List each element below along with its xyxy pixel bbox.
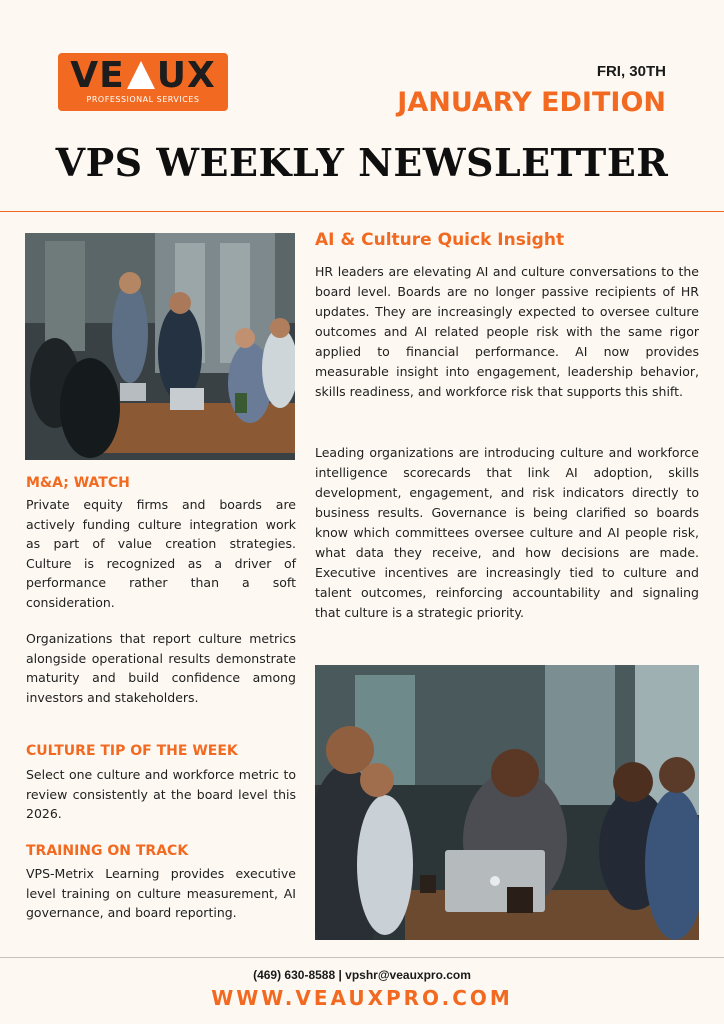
logo-text-left: VE — [70, 55, 125, 96]
company-logo — [58, 53, 228, 111]
office-meeting-photo — [25, 233, 295, 460]
ma-watch-heading: M&A; WATCH — [26, 475, 130, 491]
footer-contact: (469) 630-8588 | vpshr@veauxpro.com — [253, 968, 471, 982]
footer-divider — [0, 957, 724, 958]
ai-culture-paragraph-2: Leading organizations are introducing culture and workforce intelligence scorecards that link AI adoption, skills development, engagement, and risk indicators directly to business results. Governance is being clarified so boards know which committees oversee culture and AI people risk, what data they receive, and how decisions are made. Executive incentives are increasingly tied to culture and talent outcomes, reinforcing accountability and signaling that culture is a strategic priority. — [315, 445, 699, 620]
training-paragraph: VPS-Metrix Learning provides executive level training on culture measurement, AI governance, and board reporting. — [26, 866, 296, 921]
ma-watch-paragraph-1: Private equity firms and boards are actively funding culture integration work as part of value creation strategies. Culture is recognized as a driver of performance rather than a soft consideration. — [26, 497, 296, 610]
issue-date: FRI, 30TH — [596, 63, 666, 80]
newsletter-title: VPS WEEKLY NEWSLETTER — [55, 140, 669, 185]
logo-wordmark — [58, 56, 228, 96]
edition-label: JANUARY EDITION — [397, 87, 666, 118]
ma-watch-paragraph-2: Organizations that report culture metrics alongside operational results demonstrate maturity and build confidence among investors and stakeholders. — [26, 631, 296, 705]
header-divider — [0, 211, 724, 212]
logo-text-right: UX — [156, 55, 216, 96]
logo-triangle-icon — [127, 61, 155, 89]
culture-tip-heading: CULTURE TIP OF THE WEEK — [26, 743, 238, 759]
ai-culture-heading: AI & Culture Quick Insight — [315, 230, 565, 250]
culture-tip-paragraph: Select one culture and workforce metric to review consistently at the board level this 2026. — [26, 767, 296, 822]
training-heading: TRAINING ON TRACK — [26, 843, 189, 859]
ai-culture-paragraph-1: HR leaders are elevating AI and culture conversations to the board level. Boards are no longer passive recipients of HR updates. They are increasingly expected to oversee culture outcomes and AI related people risk with the same rigor applied to financial performance. AI now provides measurable insight into engagement, leadership behavior, skills readiness, and workforce risk that supports this shift. — [315, 264, 699, 399]
footer-website-link[interactable]: WWW.VEAUXPRO.COM — [211, 986, 513, 1010]
logo-subtext: PROFESSIONAL SERVICES — [86, 95, 200, 104]
team-discussion-photo — [315, 665, 699, 940]
